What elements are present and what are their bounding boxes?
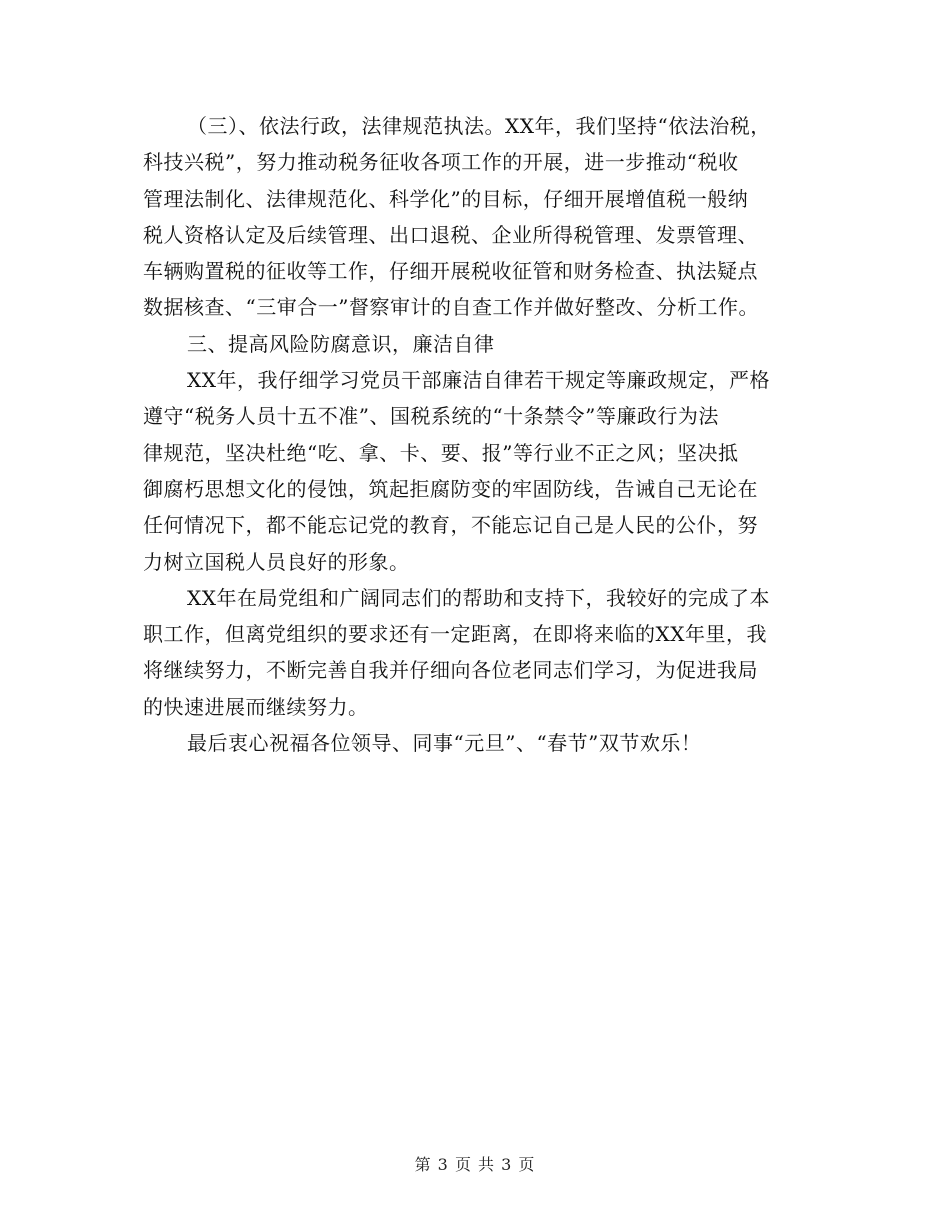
paragraph-line: 将继续努力，不断完善自我并仔细向各位老同志们学习，为促进我局 [143, 658, 758, 683]
paragraph-line: 税人资格认定及后续管理、出口退税、企业所得税管理、发票管理、 [143, 222, 758, 247]
closing-line: 最后衷心祝福各位领导、同事“元旦”、“春节”双节欢乐！ [187, 731, 702, 756]
paragraph-line: 管理法制化、法律规范化、科学化”的目标，仔细开展增值税一般纳 [143, 186, 749, 211]
paragraph-line: 车辆购置税的征收等工作，仔细开展税收征管和财务检查、执法疑点 [143, 259, 758, 284]
paragraph-line: 御腐朽思想文化的侵蚀，筑起拒腐防变的牢固防线，告诫自己无论在 [143, 476, 758, 501]
paragraph-line: 任何情况下，都不能忘记党的教育，不能忘记自己是人民的公仆，努 [143, 513, 758, 538]
paragraph-line: （三）、依法行政，法律规范执法。XX年，我们坚持“依法治税， [187, 114, 771, 138]
paragraph-line: XX年在局党组和广阔同志们的帮助和支持下，我较好的完成了本 [187, 585, 770, 610]
section-heading: 三、提高风险防腐意识，廉洁自律 [187, 331, 495, 356]
document-body [143, 108, 813, 761]
paragraph-line: 科技兴税”，努力推动税务征收各项工作的开展，进一步推动“税收 [143, 150, 739, 175]
paragraph-line: 遵守“税务人员十五不准”、国税系统的“十条禁令”等廉政行为法 [143, 404, 719, 429]
paragraph-line: 律规范，坚决杜绝“吃、拿、卡、要、报”等行业不正之风；坚决抵 [143, 440, 739, 465]
page-number-footer: 第 3 页 共 3 页 [414, 1155, 536, 1174]
paragraph-line: 数据核查、“三审合一”督察审计的自查工作并做好整改、分析工作。 [143, 295, 759, 320]
paragraph-line: 力树立国税人员良好的形象。 [143, 549, 410, 574]
paragraph-line: 的快速进展而继续努力。 [143, 694, 369, 719]
paragraph-line: 职工作，但离党组织的要求还有一定距离，在即将来临的XX年里，我 [143, 622, 767, 647]
paragraph-line: XX年，我仔细学习党员干部廉洁自律若干规定等廉政规定，严格 [187, 368, 770, 393]
